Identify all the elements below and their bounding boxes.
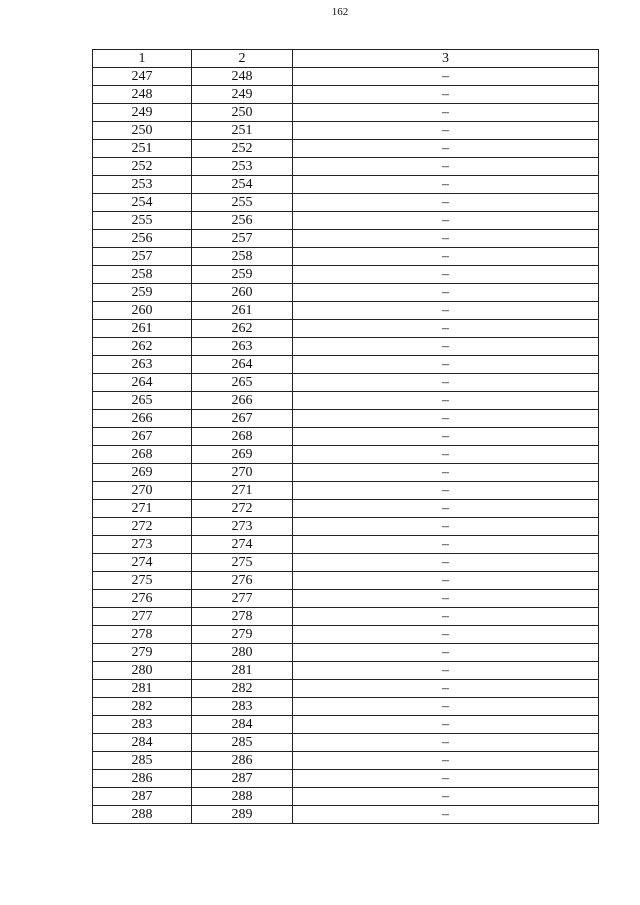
table-row (93, 806, 599, 824)
table-row (93, 302, 599, 320)
table-row (93, 464, 599, 482)
table-cell: – (293, 86, 599, 104)
table-cell: 279 (93, 644, 192, 662)
table-cell: 266 (93, 410, 192, 428)
table-cell: – (293, 428, 599, 446)
table-cell: 274 (192, 536, 293, 554)
table-header-row (93, 50, 599, 68)
table-cell: – (293, 482, 599, 500)
table-row (93, 86, 599, 104)
table-cell: 288 (93, 806, 192, 824)
table-cell: 277 (192, 590, 293, 608)
table-row (93, 374, 599, 392)
table-cell: 275 (192, 554, 293, 572)
table-cell: 248 (192, 68, 293, 86)
table-row (93, 554, 599, 572)
table-cell: – (293, 518, 599, 536)
table-cell: 271 (192, 482, 293, 500)
table-cell: 257 (93, 248, 192, 266)
table-cell: 268 (93, 446, 192, 464)
table-row (93, 428, 599, 446)
table-cell: – (293, 716, 599, 734)
table-cell: 267 (93, 428, 192, 446)
table-cell: 276 (93, 590, 192, 608)
table-cell: – (293, 410, 599, 428)
table-row (93, 284, 599, 302)
table-cell: 259 (192, 266, 293, 284)
table-row (93, 266, 599, 284)
table-cell: – (293, 446, 599, 464)
page-number: 162 (331, 6, 349, 18)
column-header: 1 (93, 50, 192, 68)
table-cell: 271 (93, 500, 192, 518)
table-cell: 251 (93, 140, 192, 158)
table-cell: – (293, 644, 599, 662)
table-cell: 275 (93, 572, 192, 590)
table-cell: 273 (192, 518, 293, 536)
table-row (93, 140, 599, 158)
table-cell: 260 (192, 284, 293, 302)
table-cell: 263 (93, 356, 192, 374)
table-row (93, 122, 599, 140)
table-cell: – (293, 104, 599, 122)
table-cell: – (293, 158, 599, 176)
table-cell: 266 (192, 392, 293, 410)
table-row (93, 176, 599, 194)
table-row (93, 104, 599, 122)
table-cell: 282 (93, 698, 192, 716)
table-cell: – (293, 572, 599, 590)
table-cell: – (293, 626, 599, 644)
table-cell: 276 (192, 572, 293, 590)
table-cell: 274 (93, 554, 192, 572)
table-cell: 255 (93, 212, 192, 230)
table-cell: 253 (93, 176, 192, 194)
table-cell: 264 (93, 374, 192, 392)
table-cell: – (293, 500, 599, 518)
table-cell: 258 (192, 248, 293, 266)
table-cell: 285 (192, 734, 293, 752)
table-cell: 289 (192, 806, 293, 824)
table-body (93, 68, 599, 824)
table-cell: 253 (192, 158, 293, 176)
table-row (93, 338, 599, 356)
table-row (93, 716, 599, 734)
table-cell: – (293, 590, 599, 608)
table-cell: 278 (93, 626, 192, 644)
table-cell: 258 (93, 266, 192, 284)
table-cell: 262 (192, 320, 293, 338)
table-cell: 250 (93, 122, 192, 140)
table-row (93, 752, 599, 770)
table-cell: – (293, 554, 599, 572)
table-row (93, 590, 599, 608)
table-row (93, 680, 599, 698)
column-header: 2 (192, 50, 293, 68)
data-table (92, 49, 599, 824)
table-cell: – (293, 230, 599, 248)
table-cell: 287 (192, 770, 293, 788)
table-cell: – (293, 788, 599, 806)
table-cell: 280 (93, 662, 192, 680)
table-row (93, 68, 599, 86)
table-row (93, 500, 599, 518)
table-cell: 269 (93, 464, 192, 482)
table-cell: – (293, 68, 599, 86)
table-cell: 281 (93, 680, 192, 698)
table-row (93, 572, 599, 590)
table-cell: 250 (192, 104, 293, 122)
table-cell: – (293, 320, 599, 338)
table-cell: – (293, 698, 599, 716)
table-row (93, 536, 599, 554)
table-cell: 264 (192, 356, 293, 374)
table-cell: – (293, 680, 599, 698)
table-row (93, 158, 599, 176)
table-cell: 249 (93, 104, 192, 122)
table-cell: 279 (192, 626, 293, 644)
table-cell: 280 (192, 644, 293, 662)
table-cell: – (293, 392, 599, 410)
table-cell: 270 (192, 464, 293, 482)
column-header: 3 (293, 50, 599, 68)
table-cell: – (293, 212, 599, 230)
table-cell: 284 (192, 716, 293, 734)
table-cell: – (293, 338, 599, 356)
table-row (93, 734, 599, 752)
table-row (93, 662, 599, 680)
table-row (93, 644, 599, 662)
table-cell: 255 (192, 194, 293, 212)
table-cell: – (293, 734, 599, 752)
table-row (93, 248, 599, 266)
table-cell: – (293, 464, 599, 482)
table-cell: – (293, 248, 599, 266)
table-cell: 263 (192, 338, 293, 356)
table-cell: 272 (93, 518, 192, 536)
table-cell: – (293, 176, 599, 194)
table-row (93, 626, 599, 644)
table-cell: 252 (192, 140, 293, 158)
table-cell: 259 (93, 284, 192, 302)
table-cell: 254 (192, 176, 293, 194)
table-cell: 288 (192, 788, 293, 806)
table-cell: – (293, 662, 599, 680)
table-cell: 261 (93, 320, 192, 338)
table-cell: 268 (192, 428, 293, 446)
table-cell: 251 (192, 122, 293, 140)
table-cell: – (293, 608, 599, 626)
table-cell: 254 (93, 194, 192, 212)
table-cell: 267 (192, 410, 293, 428)
table-row (93, 392, 599, 410)
table-row (93, 482, 599, 500)
table-row (93, 212, 599, 230)
table-cell: 285 (93, 752, 192, 770)
table-cell: – (293, 374, 599, 392)
table-cell: 286 (93, 770, 192, 788)
table-cell: – (293, 806, 599, 824)
table-cell: 260 (93, 302, 192, 320)
table-cell: – (293, 266, 599, 284)
table-cell: 256 (93, 230, 192, 248)
table-row (93, 518, 599, 536)
table-row (93, 788, 599, 806)
table-cell: 247 (93, 68, 192, 86)
table-cell: 252 (93, 158, 192, 176)
table-cell: 270 (93, 482, 192, 500)
table-cell: – (293, 752, 599, 770)
table-cell: – (293, 770, 599, 788)
table-row (93, 410, 599, 428)
table-cell: 248 (93, 86, 192, 104)
table-cell: – (293, 122, 599, 140)
table-cell: 283 (192, 698, 293, 716)
table-cell: 277 (93, 608, 192, 626)
table-cell: – (293, 284, 599, 302)
table-cell: 257 (192, 230, 293, 248)
table-cell: 273 (93, 536, 192, 554)
table-row (93, 446, 599, 464)
table-cell: 284 (93, 734, 192, 752)
table-row (93, 608, 599, 626)
table-cell: 286 (192, 752, 293, 770)
table-cell: 283 (93, 716, 192, 734)
table-row (93, 320, 599, 338)
table-cell: – (293, 194, 599, 212)
table-cell: 256 (192, 212, 293, 230)
table-cell: 281 (192, 662, 293, 680)
table-row (93, 230, 599, 248)
table-cell: – (293, 140, 599, 158)
table-cell: 282 (192, 680, 293, 698)
table-cell: 269 (192, 446, 293, 464)
table-cell: 249 (192, 86, 293, 104)
table-cell: 272 (192, 500, 293, 518)
table-cell: 265 (93, 392, 192, 410)
table-cell: – (293, 302, 599, 320)
table-cell: – (293, 536, 599, 554)
table-cell: 265 (192, 374, 293, 392)
table-cell: 261 (192, 302, 293, 320)
table-row (93, 194, 599, 212)
table-cell: 262 (93, 338, 192, 356)
table-row (93, 356, 599, 374)
table-cell: 278 (192, 608, 293, 626)
table-row (93, 770, 599, 788)
table-cell: – (293, 356, 599, 374)
table-row (93, 698, 599, 716)
table-cell: 287 (93, 788, 192, 806)
